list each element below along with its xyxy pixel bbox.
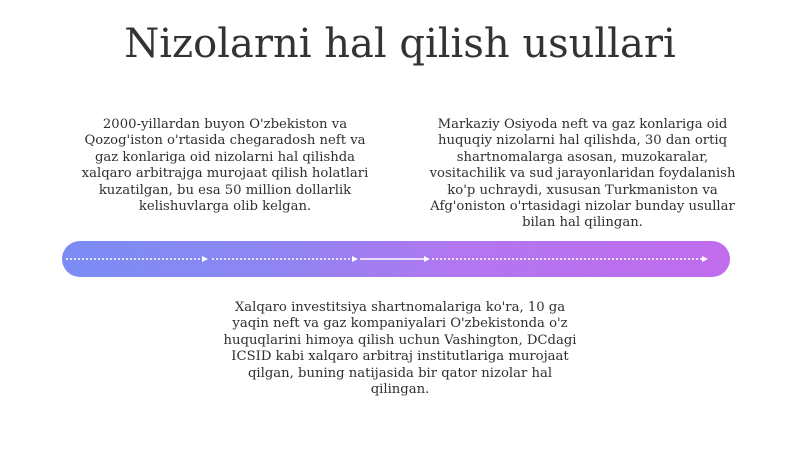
timeline-event-2-text: Markaziy Osiyoda neft va gaz konlariga oid huquqiy nizolarni hal qilishda, 30 dan ortiq shartnomalarga asosan, muzokaralar, vositachilik va sud jarayonlaridan foydalanish ko'p uchraydi, xususan Turkmaniston va Afg'oniston o'rtasidagi nizolar bunday usullar bilan hal qilingan. bbox=[429, 117, 736, 231]
timeline-event-1-text: 2000-yillardan buyon O'zbekiston va Qozog'iston o'rtasida chegaradosh neft va gaz konlariga oid nizolarni hal qilishda xalqaro arbitrajga murojaat qilish holatlari kuzatilgan, bu esa 50 million dollarlik kelishuvlarga olib kelgan. bbox=[81, 117, 369, 215]
arrow-head-4 bbox=[702, 256, 708, 262]
slide-title: Nizolarni hal qilish usullari bbox=[124, 21, 676, 67]
arrow-head-3 bbox=[424, 256, 430, 262]
arrow-head-2 bbox=[352, 256, 358, 262]
arrow-head-1 bbox=[202, 256, 208, 262]
timeline-bar bbox=[62, 241, 730, 277]
timeline-arrows bbox=[62, 241, 730, 277]
timeline-event-3-text: Xalqaro investitsiya shartnomalariga ko'ra, 10 ga yaqin neft va gaz kompaniyalari O'zbekistonda o'z huquqlarini himoya qilish uchun Vashington, DCdagi ICSID kabi xalqaro arbitraj institutlariga murojaat qilgan, buning natijasida bir qator nizolar hal qilingan. bbox=[223, 300, 577, 398]
